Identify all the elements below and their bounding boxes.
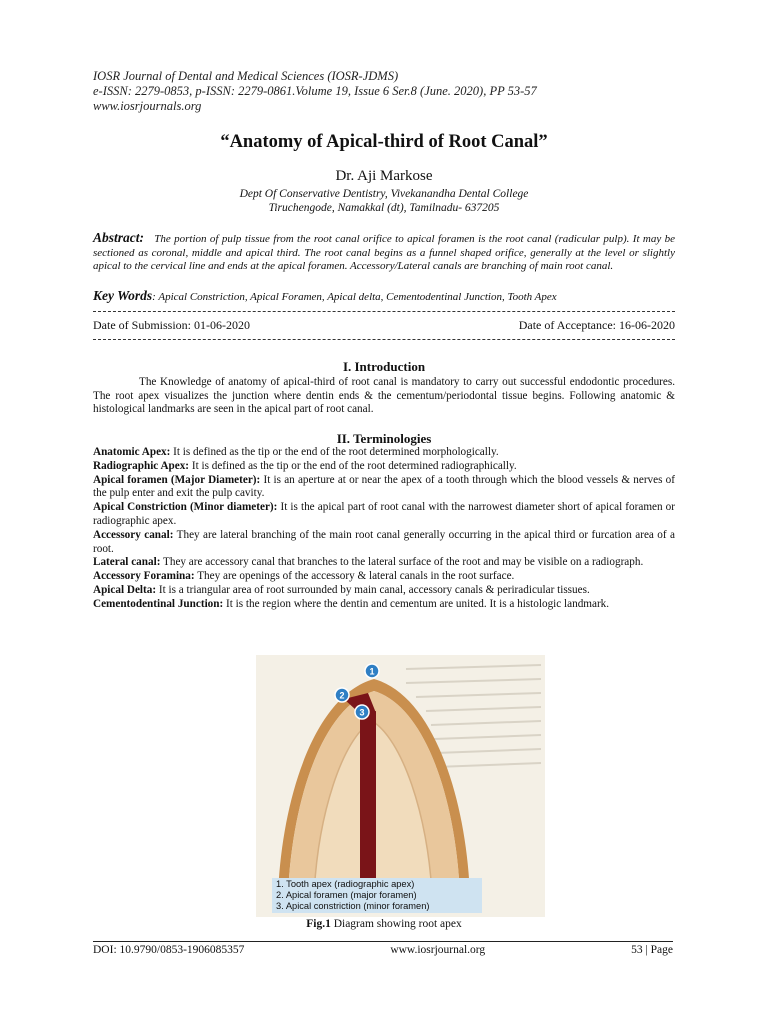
- legend-item: 2. Apical foramen (major foramen): [276, 890, 417, 900]
- journal-url[interactable]: www.iosrjournals.org: [93, 99, 202, 113]
- journal-name: IOSR Journal of Dental and Medical Sciences (IOSR-JDMS): [93, 69, 399, 83]
- footer-rule: [93, 941, 673, 942]
- term-item: Lateral canal: They are accessory canal that branches to the lateral surface of the root and may be visible on a radiograph.: [93, 556, 644, 569]
- author-name: Dr. Aji Markose: [335, 168, 433, 184]
- legend-item: 3. Apical constriction (minor foramen): [276, 901, 430, 911]
- journal-issn: e-ISSN: 2279-0853, p-ISSN: 2279-0861.Volume 19, Issue 6 Ser.8 (June. 2020), PP 53-57: [93, 84, 537, 98]
- abstract-text: The portion of pulp tissue from the root canal orifice to apical foramen is the root canal (radicular pulp). It may be sectioned as coronal, middle and apical third. The root canal begins as a funnel shaped orifice, generally at the level or slightly apical to the cervical line and ends at the apical foramen. Accessory/Lateral canals are branching of main root canal.: [93, 233, 676, 272]
- page-footer: [93, 941, 673, 956]
- affiliation: [0, 187, 768, 215]
- footer-site[interactable]: www.iosrjournal.org: [390, 944, 486, 956]
- term-item: Cementodentinal Junction: It is the region where the dentin and cementum are united. It is a histologic landmark.: [93, 597, 610, 610]
- term-item: Accessory canal: They are lateral branching of the main root canal generally occurring in the apical third or furcation area of a root.: [93, 528, 675, 555]
- acceptance-date: Date of Acceptance: 16-06-2020: [518, 318, 675, 332]
- term-item: Anatomic Apex: It is defined as the tip or the end of the root determined morphologically.: [93, 446, 499, 458]
- doi[interactable]: DOI: 10.9790/0853-1906085357: [93, 944, 245, 956]
- term-item: Apical foramen (Major Diameter): It is an aperture at or near the apex of a tooth through which the blood vessels & nerves of the pulp enter and exit the pulp cavity.: [93, 473, 675, 500]
- legend-item: 1. Tooth apex (radiographic apex): [276, 879, 415, 889]
- term-item: Accessory Foramina: They are openings of the accessory & lateral canals in the root surface.: [93, 570, 515, 583]
- root-canal: [360, 711, 376, 895]
- affiliation-line-1: Dept Of Conservative Dentistry, Vivekanandha Dental College: [239, 188, 529, 200]
- term-item: Apical Delta: It is a triangular area of root surrounded by main canal, accessory canals & periradicular tissues.: [93, 583, 590, 596]
- caption-label: Fig.1: [306, 918, 331, 930]
- submission-date: Date of Submission: 01-06-2020: [93, 318, 250, 332]
- page-number: 53 | Page: [631, 944, 673, 956]
- figure-legend: [272, 878, 482, 913]
- dates-row: [93, 318, 675, 333]
- caption-text: Diagram showing root apex: [330, 918, 462, 930]
- term-item: Apical Constriction (Minor diameter): It is the apical part of root canal with the narrowest diameter short of apical foramen or radiographic apex.: [93, 501, 676, 527]
- section-heading-terminologies: II. Terminologies: [336, 431, 432, 446]
- section-heading-introduction: I. Introduction: [342, 359, 426, 374]
- keywords-label: Key Words: [93, 288, 153, 303]
- term-item: Radiographic Apex: It is defined as the tip or the end of the root determined radiographically.: [93, 459, 517, 472]
- marker-1: [365, 664, 379, 678]
- svg-text:1: 1: [369, 666, 375, 677]
- keywords: [93, 289, 675, 304]
- abstract: [93, 231, 675, 274]
- marker-3: [355, 705, 369, 719]
- svg-text:3: 3: [359, 707, 365, 718]
- introduction-paragraph: The Knowledge of anatomy of apical-third of root canal is mandatory to carry out successful endodontic procedures. The root apex visualizes the junction where dentin ends & the cementum/periodontal tissue begins. Following anatomic & histological landmarks are seen in the apical part of root canal.: [93, 376, 675, 415]
- affiliation-line-2: Tiruchengode, Namakkal (dt), Tamilnadu- 637205: [268, 202, 500, 214]
- journal-header: [93, 69, 537, 114]
- keywords-text: : Apical Constriction, Apical Foramen, Apical delta, Cementodentinal Junction, Tooth Apex: [152, 291, 557, 303]
- figure-caption: [0, 918, 768, 930]
- divider: [93, 311, 675, 312]
- abstract-label: Abstract:: [93, 230, 145, 245]
- svg-text:2: 2: [339, 690, 345, 701]
- divider: [93, 339, 675, 340]
- terminology-list: [93, 446, 675, 612]
- paper-title: “Anatomy of Apical-third of Root Canal”: [220, 132, 548, 152]
- marker-2: [335, 688, 349, 702]
